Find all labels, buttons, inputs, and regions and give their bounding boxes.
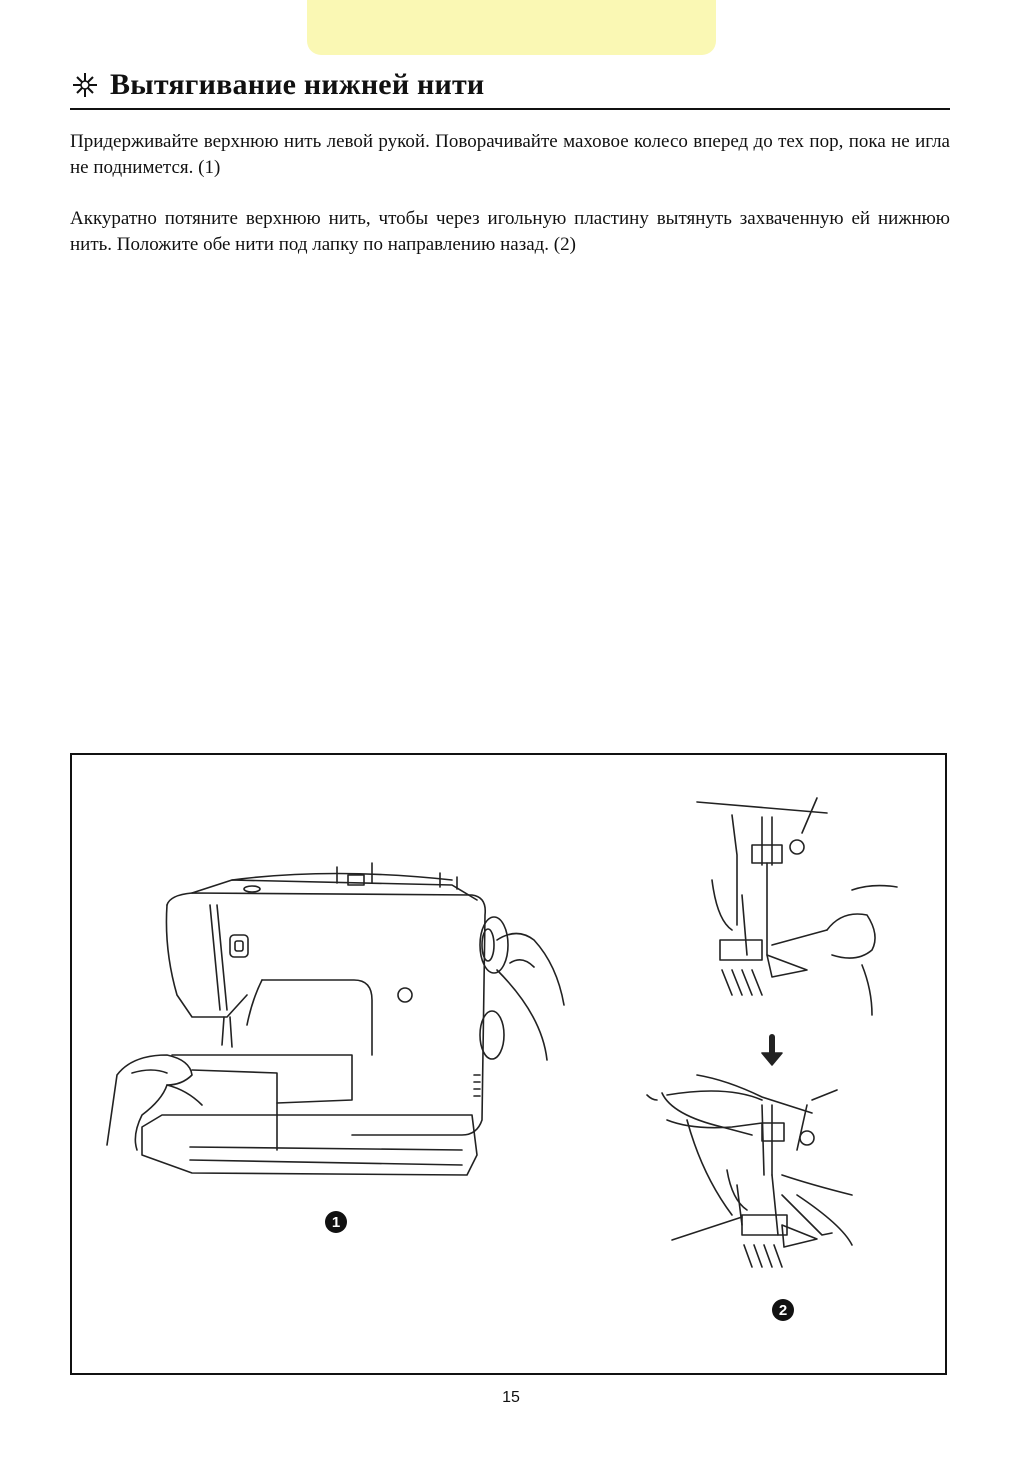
instruction-paragraph-2: Аккуратно потяните верхнюю нить, чтобы через игольную пластину вытянуть захваченную ей нижнюю нить. Положите обе нити под лапку по направлению назад. (2) [70,208,950,255]
star-bullet-icon [70,70,100,100]
figure-number-1: 1 [325,1211,347,1233]
section-heading [70,62,950,110]
down-arrow-icon [762,1037,782,1065]
page-number: 15 [502,1389,520,1406]
illustration-art [72,755,949,1377]
instruction-paragraph-1: Придерживайте верхнюю нить левой рукой. Поворачивайте маховое колесо вперед до тех пор, пока не игла не поднимется. (1) [70,131,950,178]
needle-raise-illustration [697,798,897,1015]
sewing-machine-illustration [107,863,564,1175]
header-tab [307,0,716,55]
figure-number-2: 2 [772,1299,794,1321]
page-title: Вытягивание нижней нити [110,68,485,101]
illustration-frame [70,753,947,1375]
thread-pull-illustration [647,1075,852,1267]
